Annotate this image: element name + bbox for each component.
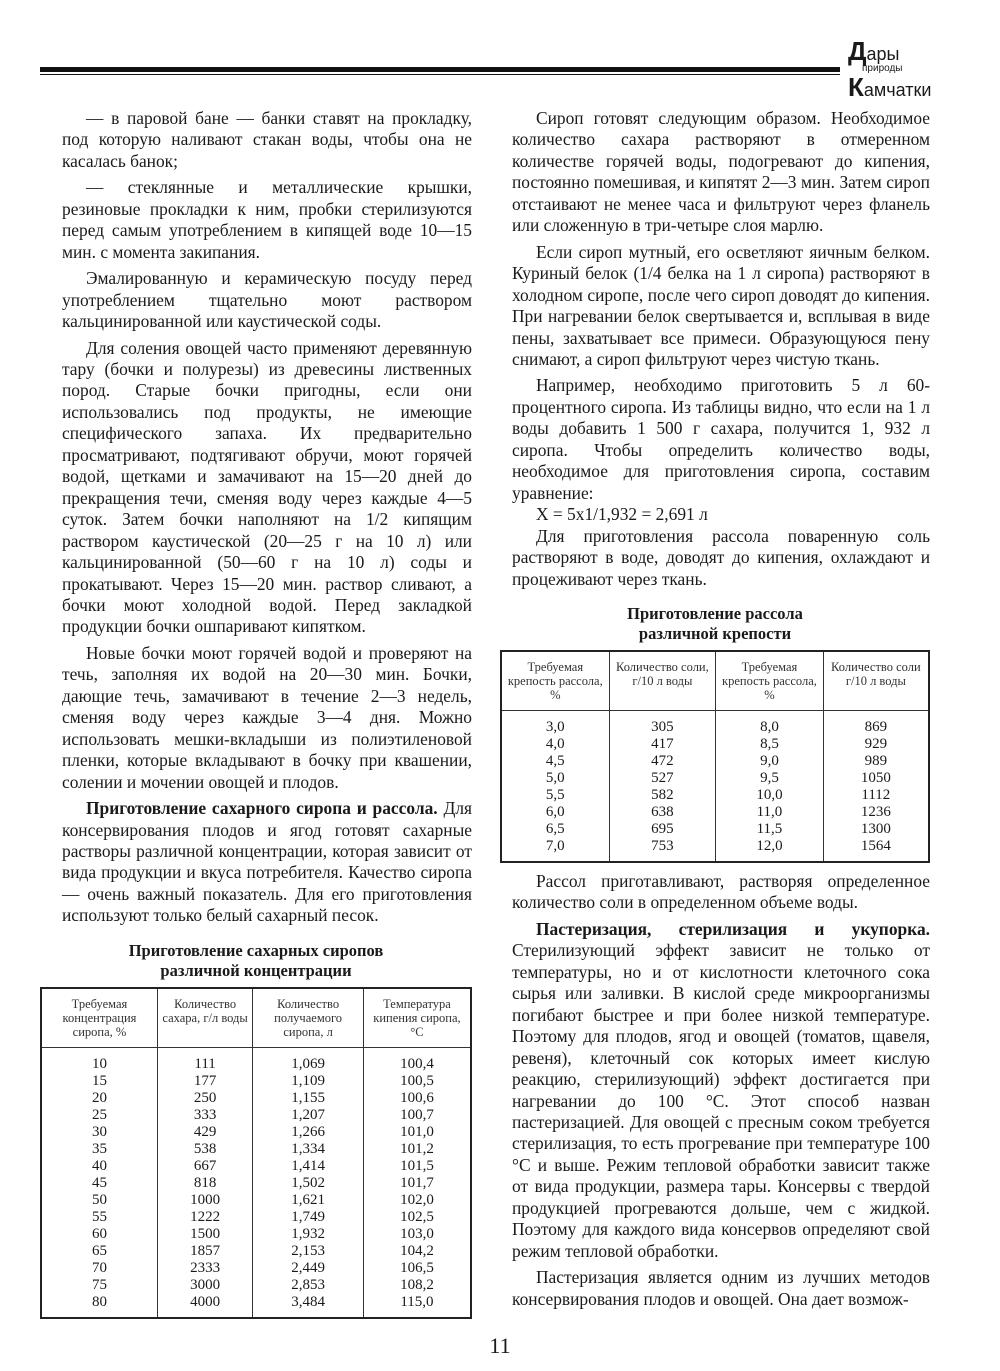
table-cell: 929: [823, 736, 929, 753]
table-row: [41, 1226, 471, 1243]
header-rule-thin: [40, 74, 840, 75]
table-cell: 695: [609, 821, 716, 838]
table-row: [501, 710, 929, 736]
table-cell: 527: [609, 770, 716, 787]
sugar-table-title: [40, 941, 472, 981]
paragraph: Пастеризация является одним из лучших методов консервирования плодов и овощей. Она дает возмож-: [512, 1267, 930, 1309]
table-cell: 100,7: [363, 1107, 471, 1124]
table-cell: 472: [609, 753, 716, 770]
page-columns: [0, 108, 1000, 1327]
table-cell: 177: [157, 1073, 252, 1090]
logo-word: природы: [862, 63, 903, 74]
table-cell: 1222: [157, 1209, 252, 1226]
paragraph: [62, 798, 472, 927]
right-column-top: [500, 108, 930, 590]
table-cell: 1050: [823, 770, 929, 787]
table-cell: 104,2: [363, 1243, 471, 1260]
paragraph: — стеклянные и металлические крышки, резиновые прокладки к ним, пробки стерилизуются перед самым употреблением в кипящей воде 10—15 мин. с момента закипания.: [62, 177, 472, 262]
table-cell: 101,0: [363, 1124, 471, 1141]
table-cell: 1,334: [253, 1141, 364, 1158]
table-cell: 1,109: [253, 1073, 364, 1090]
logo-letter: Д: [848, 36, 867, 66]
table-cell: 667: [157, 1158, 252, 1175]
table-row: [41, 1243, 471, 1260]
column-header: Количество сахара, г/л воды: [157, 988, 252, 1048]
table-row: [41, 1260, 471, 1277]
table-row: [501, 821, 929, 838]
column-header: Требуемая крепость рассола, %: [501, 651, 609, 711]
table-cell: 30: [91, 1123, 107, 1140]
table-cell: 1,621: [253, 1192, 364, 1209]
table-cell: 1,502: [253, 1175, 364, 1192]
table-cell: 4,0: [545, 735, 565, 752]
paragraph-text: Стерилизующий эффект зависит не только от температуры, но и от кислотности клеточного сока сырья или заливки. В кислой среде микроорганизмы погибают быстрее и при более низкой температуре. Поэтому для плодов, ягод и овощей (томатов, щавеля, ревеня), клеточный сок которых имеет кислую реакцию, стерилизующий) эффект достигается при нагревании до 100 °С. Этот способ назван пастеризацией. Для овощей с пресным соком требуется стерилизация, то есть прогревание при температуре 100 °С и выше. Режим тепловой обработки зависит также от вида продукции, размера тары. Консервы с твердой продукцией прогреваются дольше, чем с жидкой. Поэтому для каждого вида консервов определяют свой режим тепловой обработки.: [512, 940, 930, 1261]
logo-word: ары: [866, 44, 900, 64]
table-row: [41, 1107, 471, 1124]
table-row: [41, 1294, 471, 1318]
table-cell: 75: [91, 1276, 107, 1293]
table-row: [41, 1073, 471, 1090]
table-row: [501, 787, 929, 804]
table-cell: 250: [157, 1090, 252, 1107]
table-cell: 102,5: [363, 1209, 471, 1226]
table-cell: 100,4: [363, 1047, 471, 1073]
table-cell: 6,0: [545, 803, 565, 820]
table-cell: 3,0: [545, 718, 565, 735]
table-cell: 80: [91, 1293, 107, 1310]
table-cell: 101,2: [363, 1141, 471, 1158]
logo-letter: К: [848, 72, 864, 102]
table-cell: 5,5: [545, 786, 565, 803]
table-cell: 10: [91, 1055, 107, 1072]
paragraph: Если сироп мутный, его осветляют яичным белком. Куриный белок (1/4 белка на 1 л сиропа) растворяют в холодном сиропе, после чего сироп доводят до кипения. При нагревании белок свертывается и, всплывая в виде пены, захватывает все примеси. Образующуюся пену снимают, а сироп фильтруют через чистую ткань.: [512, 241, 930, 369]
table-row: [501, 770, 929, 787]
table-cell: 305: [609, 710, 716, 736]
table-row: [41, 1124, 471, 1141]
table-cell: 102,0: [363, 1192, 471, 1209]
title-line: Приготовление рассола: [627, 603, 803, 623]
table-cell: 9,5: [716, 770, 824, 787]
table-cell: 869: [823, 710, 929, 736]
table-cell: 538: [157, 1141, 252, 1158]
section-heading: Пастеризация, стерилизация и укупорка.: [536, 918, 930, 939]
right-column: [500, 108, 930, 1327]
page-header: [0, 0, 1000, 108]
table-cell: 6,5: [545, 820, 565, 837]
table-cell: 115,0: [363, 1294, 471, 1318]
table-cell: 100,6: [363, 1090, 471, 1107]
salt-table-title: [500, 604, 930, 644]
table-cell: 1,207: [253, 1107, 364, 1124]
logo-dary-prirody-kamchatki: [848, 38, 988, 100]
table-cell: 1,932: [253, 1226, 364, 1243]
paragraph: Эмалированную и керамическую посуду перед употреблением тщательно моют раствором кальцинированной или каустической соды.: [62, 268, 472, 332]
table-cell: 1500: [157, 1226, 252, 1243]
table-cell: 111: [157, 1047, 252, 1073]
paragraph: Рассол приготавливают, растворяя определенное количество соли в определенном объеме воды.: [512, 870, 930, 913]
table-cell: 429: [157, 1124, 252, 1141]
paragraph-text: Для консервирования плодов и ягод готовят сахарные растворы различной концентрации, которая зависит от вида продукции и вкуса потребителя. Качество сиропа — очень важный показатель. Для его приготовления используют только белый сахарный песок.: [62, 798, 472, 926]
table-cell: 11,5: [716, 821, 824, 838]
paragraph: Для приготовления рассола поваренную соль растворяют в воде, доводят до кипения, охлаждают и процеживают через ткань.: [512, 525, 930, 589]
table-row: [501, 838, 929, 862]
table-cell: 9,0: [716, 753, 824, 770]
table-cell: 2,449: [253, 1260, 364, 1277]
logo-line: [848, 74, 988, 100]
table-cell: 12,0: [716, 838, 824, 862]
column-header: Количество соли г/10 л воды: [823, 651, 929, 711]
table-cell: 2,153: [253, 1243, 364, 1260]
table-cell: 2333: [157, 1260, 252, 1277]
table-cell: 3000: [157, 1277, 252, 1294]
table-cell: 4000: [157, 1294, 252, 1318]
paragraph: Новые бочки моют горячей водой и проверяют на течь, заполняя их водой на 20—30 мин. Бочки, дающие течь, замачивают в течение 2—3 недель, сменяя воду через каждые 3—4 дня. Можно использовать мешки-вкладыши из полиэтиленовой пленки, которые вкладывают в бочку при квашении, солении и мочении овощей и плодов.: [62, 642, 472, 792]
table-cell: 106,5: [363, 1260, 471, 1277]
title-line: различной концентрации: [160, 960, 352, 980]
title-line: различной крепости: [638, 623, 792, 643]
table-cell: 1112: [823, 787, 929, 804]
paragraph: Например, необходимо приготовить 5 л 60-процентного сиропа. Из таблицы видно, что если на 1 л воды добавить 1 500 г сахара, получится 1, 932 л сиропа. Чтобы определить количество воды, необходимое для приготовления сиропа, составим уравнение:: [512, 375, 930, 503]
sugar-syrup-table: [40, 987, 472, 1319]
table-cell: 45: [91, 1174, 107, 1191]
table-cell: 70: [91, 1259, 107, 1276]
table-cell: 333: [157, 1107, 252, 1124]
section-heading: Приготовление сахарного сиропа и рассола.: [86, 798, 438, 819]
title-line: Приготовление сахарных сиропов: [128, 940, 384, 960]
column-header: Температура кипения сиропа, °С: [363, 988, 471, 1048]
table-cell: 40: [91, 1157, 107, 1174]
table-cell: 35: [91, 1140, 107, 1157]
table-cell: 50: [91, 1191, 107, 1208]
table-cell: 1,414: [253, 1158, 364, 1175]
table-cell: 15: [91, 1072, 107, 1089]
table-cell: 101,5: [363, 1158, 471, 1175]
table-cell: 1,069: [253, 1047, 364, 1073]
table-row: [501, 804, 929, 821]
column-header: Требуемая концентрация сиропа, %: [41, 988, 157, 1048]
table-cell: 20: [91, 1089, 107, 1106]
left-column-text: [40, 108, 472, 927]
table-cell: 1857: [157, 1243, 252, 1260]
table-cell: 5,0: [545, 769, 565, 786]
table-cell: 582: [609, 787, 716, 804]
table-cell: 1564: [823, 838, 929, 862]
table-cell: 11,0: [716, 804, 824, 821]
table-row: [41, 1090, 471, 1107]
table-cell: 1,266: [253, 1124, 364, 1141]
table-cell: 638: [609, 804, 716, 821]
table-cell: 1000: [157, 1192, 252, 1209]
table-cell: 108,2: [363, 1277, 471, 1294]
left-column: [40, 108, 472, 1327]
column-header: Требуемая крепость рассола, %: [716, 651, 824, 711]
table-cell: 10,0: [716, 787, 824, 804]
column-header: Количество соли, г/10 л воды: [609, 651, 716, 711]
table-cell: 100,5: [363, 1073, 471, 1090]
table-cell: 101,7: [363, 1175, 471, 1192]
table-cell: 1,749: [253, 1209, 364, 1226]
table-cell: 3,484: [253, 1294, 364, 1318]
table-row: [41, 1192, 471, 1209]
table-cell: 8,0: [716, 710, 824, 736]
table-row: [41, 1047, 471, 1073]
table-header-row: [41, 988, 471, 1048]
table-row: [501, 736, 929, 753]
table-row: [41, 1209, 471, 1226]
table-cell: 60: [91, 1225, 107, 1242]
brine-table: [500, 650, 930, 863]
table-cell: 753: [609, 838, 716, 862]
table-cell: 8,5: [716, 736, 824, 753]
table-row: [41, 1158, 471, 1175]
table-cell: 4,5: [545, 752, 565, 769]
table-row: [41, 1141, 471, 1158]
column-header: Количество получаемого сиропа, л: [253, 988, 364, 1048]
right-column-bottom: [500, 871, 930, 1310]
table-cell: 1,155: [253, 1090, 364, 1107]
page-number: 11: [489, 1332, 511, 1358]
table-header-row: [501, 651, 929, 711]
paragraph: Сироп готовят следующим образом. Необходимое количество сахара растворяют в отмеренном количестве горячей воды, подогревают до кипения, постоянно помешивая, и кипятят 2—3 мин. Затем сироп отстаивают не менее часа и фильтруют через фланель или сложенную в три-четыре слоя марлю.: [512, 108, 930, 236]
table-cell: 2,853: [253, 1277, 364, 1294]
paragraph: Для соления овощей часто применяют деревянную тару (бочки и полурезы) из древесины лиственных пород. Старые бочки пригодны, если они использовались под продукты, не имеющие специфического запаха. Их предварительно просматривают, подтягивают обручи, моют горячей водой, щетками и замачивают на 15—20 дней до прекращения течи, сменяя воду через каждые 4—5 суток. Затем бочки наполняют на 1/2 кипящим раствором каустической (20—25 г на 10 л) или кальцинированной (50—60 г на 10 л) соды и прокатывают. Через 15—20 мин. раствор сливают, а бочки моют холодной водой. Перед закладкой продукции бочки ошпаривают кипятком.: [62, 337, 472, 637]
paragraph: — в паровой бане — банки ставят на прокладку, под которую наливают стакан воды, чтобы она не касалась банок;: [62, 108, 472, 171]
table-cell: 25: [91, 1106, 107, 1123]
table-cell: 7,0: [545, 837, 565, 854]
table-cell: 1300: [823, 821, 929, 838]
table-cell: 65: [91, 1242, 107, 1259]
table-row: [41, 1277, 471, 1294]
logo-line: [848, 38, 988, 64]
table-row: [41, 1175, 471, 1192]
logo-word: амчатки: [863, 80, 932, 100]
header-rule: [40, 67, 840, 72]
table-row: [501, 753, 929, 770]
table-cell: 1236: [823, 804, 929, 821]
table-cell: 417: [609, 736, 716, 753]
table-cell: 103,0: [363, 1226, 471, 1243]
paragraph: [512, 919, 930, 1262]
equation: X = 5x1/1,932 = 2,691 л: [536, 504, 708, 525]
table-cell: 818: [157, 1175, 252, 1192]
table-cell: 989: [823, 753, 929, 770]
table-cell: 55: [91, 1208, 107, 1225]
